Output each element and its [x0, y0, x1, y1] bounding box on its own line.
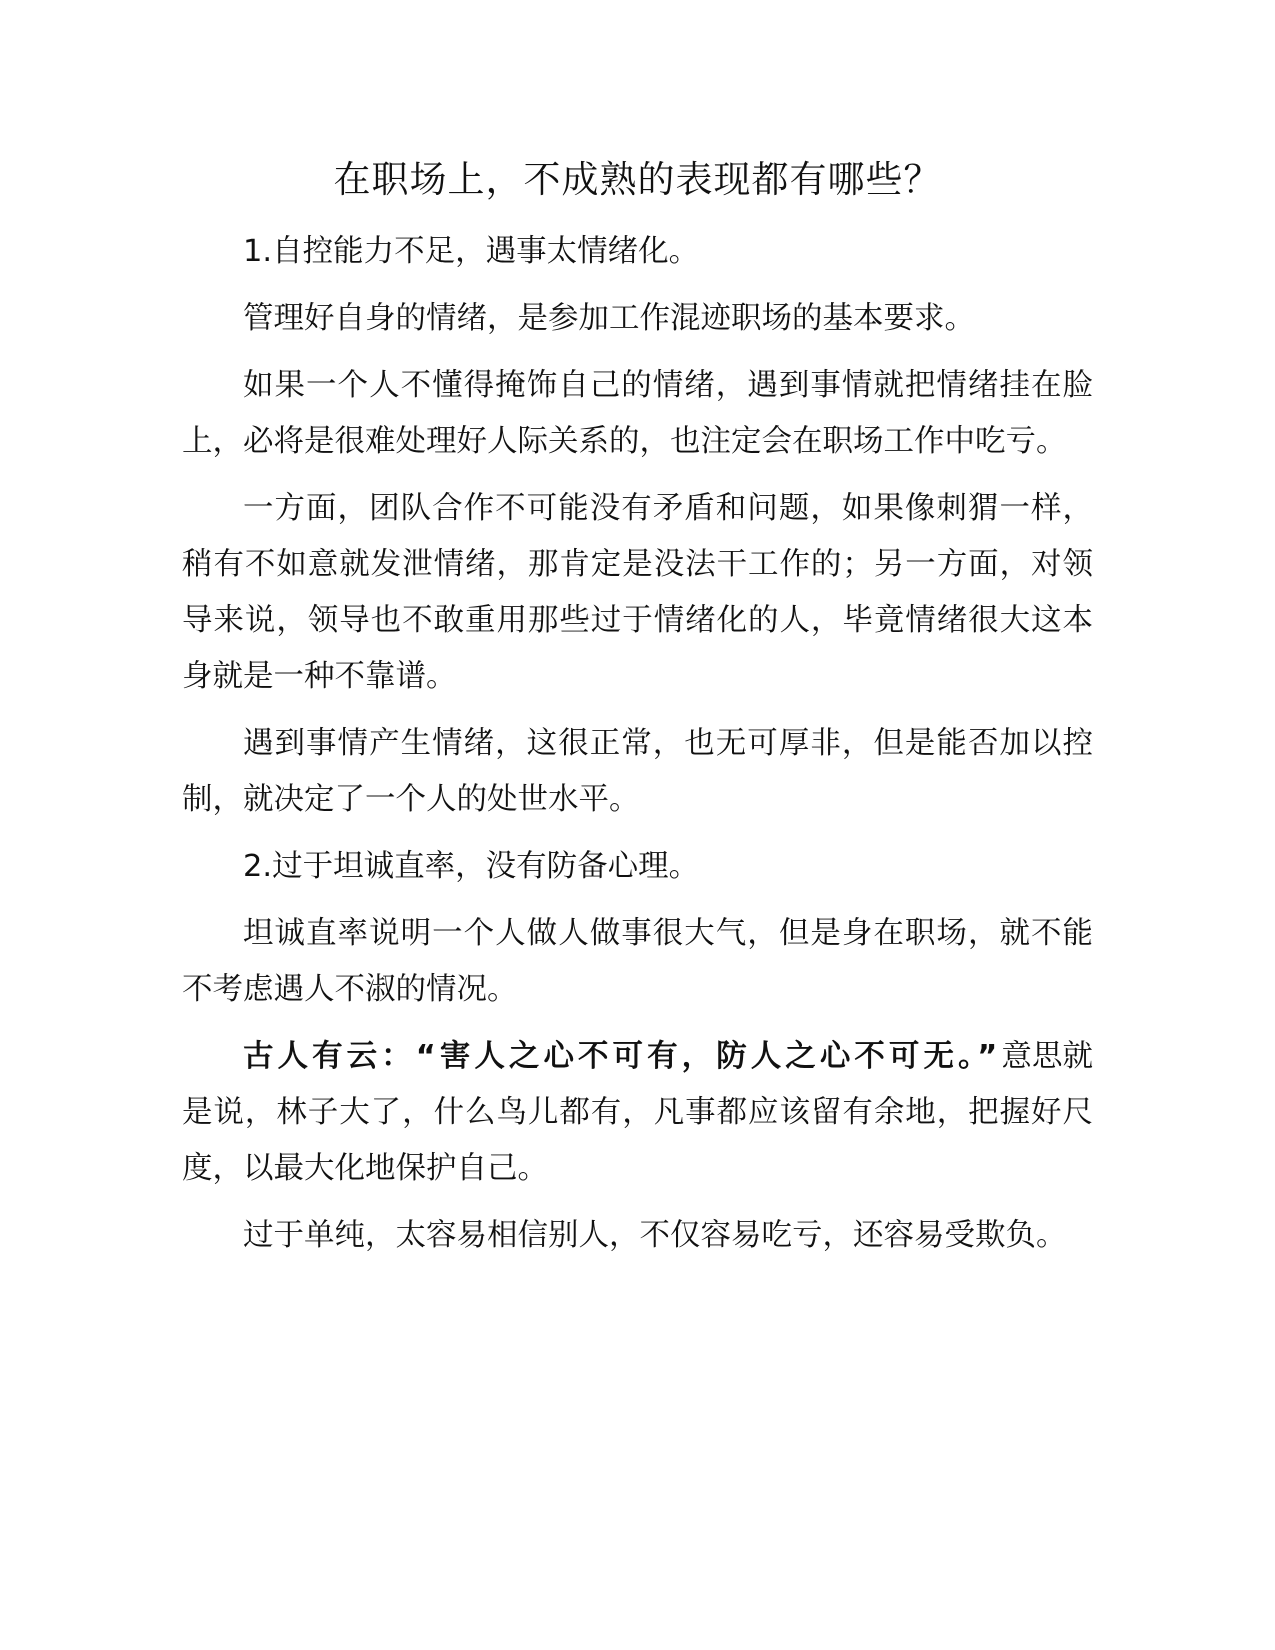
quote-rest: 意思就是说，林子大了，什么鸟儿都有，凡事都应该留有余地，把握好尺度，以最大化地保护自己。 — [182, 1039, 1093, 1186]
document-title: 在职场上，不成熟的表现都有哪些？ — [333, 158, 942, 201]
quote-paragraph — [182, 1029, 1093, 1197]
paragraph-heading-2: 2.过于坦诚直率，没有防备心理。 — [243, 849, 700, 884]
paragraph: 坦诚直率说明一个人做人做事很大气，但是身在职场，就不能不考虑遇人不淑的情况。 — [182, 916, 1093, 1007]
paragraph-heading-1: 1.自控能力不足，遇事太情绪化。 — [243, 234, 700, 269]
quote-lead: 古人有云：“害人之心不可有，防人之心不可无。” — [243, 1039, 1002, 1074]
paragraph: 如果一个人不懂得掩饰自己的情绪，遇到事情就把情绪挂在脸上，必将是很难处理好人际关系的，也注定会在职场工作中吃亏。 — [182, 368, 1093, 459]
paragraph: 管理好自身的情绪，是参加工作混迹职场的基本要求。 — [243, 301, 975, 336]
paragraph: 过于单纯，太容易相信别人，不仅容易吃亏，还容易受欺负。 — [243, 1218, 1067, 1253]
document-body — [182, 224, 1093, 1275]
paragraph: 一方面，团队合作不可能没有矛盾和问题，如果像刺猬一样，稍有不如意就发泄情绪，那肯定是没法干工作的；另一方面，对领导来说，领导也不敢重用那些过于情绪化的人，毕竟情绪很大这本身就是一种不靠谱。 — [182, 491, 1093, 694]
paragraph: 遇到事情产生情绪，这很正常，也无可厚非，但是能否加以控制，就决定了一个人的处世水平。 — [182, 726, 1093, 817]
